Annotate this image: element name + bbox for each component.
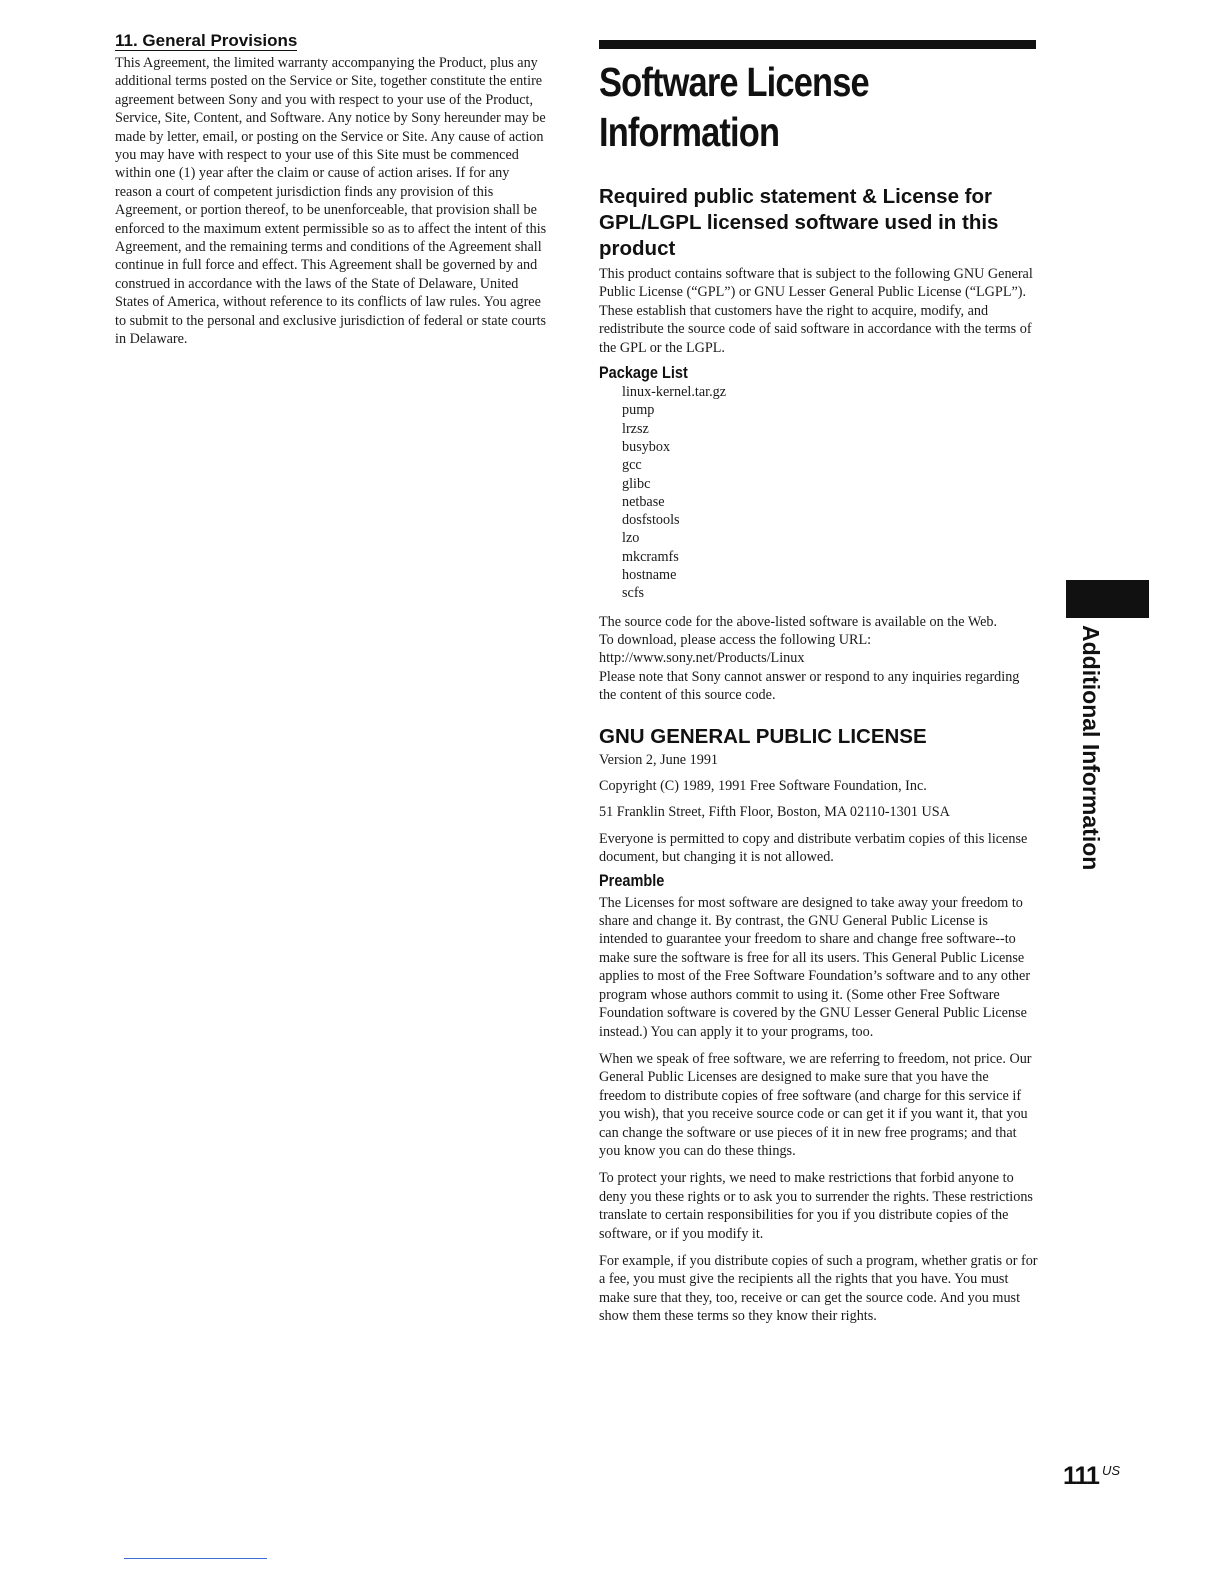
- inquiries-note: Please note that Sony cannot answer or respond to any inquiries regarding the content of this source code.: [599, 668, 1020, 704]
- gpl-version: Version 2, June 1991: [599, 751, 719, 768]
- package-item: pump: [622, 402, 655, 419]
- source-availability-text: The source code for the above-listed software is available on the Web.: [599, 613, 998, 630]
- page-number-suffix: US: [1101, 1463, 1121, 1478]
- page-title-line2: Information: [599, 109, 780, 155]
- package-item: lrzsz: [622, 420, 649, 437]
- side-tab: [1060, 625, 1114, 890]
- package-item: glibc: [622, 475, 651, 492]
- preamble-heading: Preamble: [599, 871, 665, 890]
- package-list: [599, 383, 1039, 603]
- package-item: busybox: [622, 438, 671, 455]
- page-number: [1063, 1462, 1120, 1491]
- gnu-gpl-heading: GNU GENERAL PUBLIC LICENSE: [599, 724, 927, 748]
- preamble-paragraph-3: To protect your rights, we need to make restrictions that forbid anyone to deny you these rights or to ask you to surrender the rights. These restrictions translate to certain responsibilities for you if you distribute copies of the software, or if you modify it.: [599, 1170, 1033, 1242]
- package-item: dosfstools: [622, 512, 680, 529]
- preamble-paragraph-4: For example, if you distribute copies of such a program, whether gratis or for a fee, you must give the recipients all the rights that you have. You must make sure that they, too, receive or can get the source code. And you must show them these terms so they know their rights.: [599, 1252, 1038, 1325]
- package-list-heading: Package List: [599, 364, 688, 383]
- package-item: gcc: [622, 457, 642, 474]
- package-item: scfs: [622, 585, 645, 602]
- preamble-paragraph-1: The Licenses for most software are designed to take away your freedom to share and change it. By contrast, the GNU General Public License is intended to guarantee your freedom to share and change free software--to make sure the software is free for all its users. This General Public License applies to most of the Free Software Foundation’s software and to any other program whose authors commit to using it. (Some other Free Software Foundation software is covered by the GNU Lesser General Public License instead.) You can apply it to your programs, too.: [599, 894, 1031, 1040]
- section-heading-general-provisions: 11. General Provisions: [115, 31, 298, 50]
- page-number-value: 111: [1063, 1462, 1099, 1490]
- side-tab-label: Additional Information: [1078, 625, 1104, 871]
- verbatim-copy-notice: Everyone is permitted to copy and distribute verbatim copies of this license document, but changing it is not allowed.: [599, 830, 1028, 866]
- general-provisions-paragraph: This Agreement, the limited warranty accompanying the Product, plus any additional terms posted on the Service or Site, together constitute the entire agreement between Sony and you with respect to your use of the Product, Service, Site, Content, and Software. Any notice by Sony hereunder may be made by letter, email, or posting on the Service or Site. Any cause of action you may have with respect to your use of this Site must be commenced within one (1) year after the claim or cause of action arises. If for any reason a court of competent jurisdiction finds any provision of this Agreement, or portion thereof, to be unenforceable, that provision shall be enforced to the maximum extent permissible so as to affect the intent of this Agreement, and the remaining terms and conditions of the Agreement shall continue in full force and effect. This Agreement shall be governed by and construed in accordance with the laws of the State of Delaware, United States of America, without reference to its conflicts of law rules. You agree to submit to the personal and exclusive jurisdiction of federal or state courts in Delaware.: [115, 55, 547, 348]
- side-tab-marker: [1066, 580, 1149, 618]
- package-item: lzo: [622, 530, 640, 547]
- title-rule: [599, 40, 1036, 49]
- right-column: [599, 40, 1039, 1326]
- download-instruction: To download, please access the following URL:: [599, 632, 872, 648]
- required-statement-heading: Required public statement & License for GPL/LGPL licensed software used in this product: [599, 185, 999, 260]
- footer-divider: [124, 1558, 267, 1559]
- fsf-address: 51 Franklin Street, Fifth Floor, Boston, MA 02110-1301 USA: [599, 804, 950, 821]
- source-url[interactable]: http://www.sony.net/Products/Linux: [599, 650, 805, 667]
- package-item: netbase: [622, 493, 665, 510]
- package-item: linux-kernel.tar.gz: [622, 384, 727, 401]
- page-title-line1: Software License: [599, 59, 869, 105]
- left-column: [115, 30, 547, 349]
- gpl-copyright: Copyright (C) 1989, 1991 Free Software Foundation, Inc.: [599, 778, 927, 795]
- package-item: mkcramfs: [622, 548, 679, 565]
- package-item: hostname: [622, 567, 677, 583]
- intro-paragraph: This product contains software that is subject to the following GNU General Public License (“GPL”) or GNU Lesser General Public License (“LGPL”). These establish that customers have the right to acquire, modify, and redistribute the source code of said software in accordance with the terms of the GPL or the LGPL.: [599, 266, 1033, 356]
- preamble-paragraph-2: When we speak of free software, we are referring to freedom, not price. Our General Public Licenses are designed to make sure that you have the freedom to distribute copies of free software (and charge for this service if you wish), that you receive source code or can get it if you want it, that you can change the software or use pieces of it in new free programs; and that you know you can do these things.: [599, 1050, 1032, 1159]
